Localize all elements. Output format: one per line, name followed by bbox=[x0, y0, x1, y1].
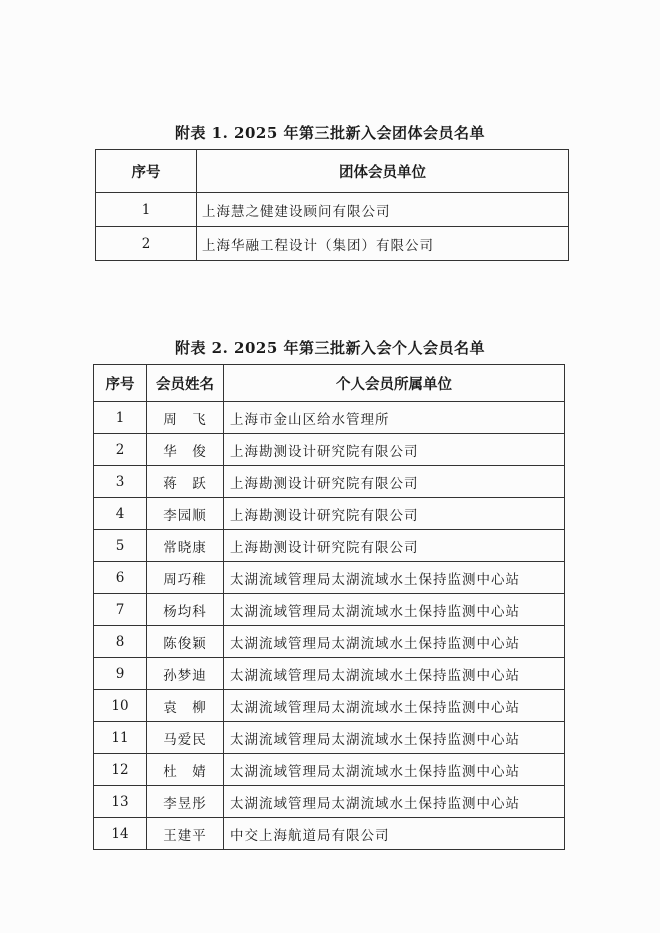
member-unit: 上海勘测设计研究院有限公司 bbox=[224, 498, 565, 530]
member-unit: 太湖流域管理局太湖流域水土保持监测中心站 bbox=[224, 722, 565, 754]
member-unit: 太湖流域管理局太湖流域水土保持监测中心站 bbox=[224, 594, 565, 626]
row-number: 2 bbox=[94, 434, 147, 466]
row-number: 12 bbox=[94, 754, 147, 786]
column-header-number: 序号 bbox=[96, 150, 197, 193]
member-unit: 上海勘测设计研究院有限公司 bbox=[224, 434, 565, 466]
member-unit: 太湖流域管理局太湖流域水土保持监测中心站 bbox=[224, 690, 565, 722]
member-name: 常晓康 bbox=[147, 530, 224, 562]
table-row bbox=[94, 434, 565, 466]
individual-members-table bbox=[93, 364, 565, 850]
member-unit: 上海勘测设计研究院有限公司 bbox=[224, 466, 565, 498]
row-number: 4 bbox=[94, 498, 147, 530]
member-name: 杜 婧 bbox=[147, 754, 224, 786]
row-number: 10 bbox=[94, 690, 147, 722]
member-name: 周 飞 bbox=[147, 402, 224, 434]
row-number: 13 bbox=[94, 786, 147, 818]
member-name: 李园顺 bbox=[147, 498, 224, 530]
row-number: 8 bbox=[94, 626, 147, 658]
table-row bbox=[94, 530, 565, 562]
member-name: 陈俊颖 bbox=[147, 626, 224, 658]
row-number: 3 bbox=[94, 466, 147, 498]
table-row bbox=[94, 466, 565, 498]
group-members-table bbox=[95, 149, 569, 261]
member-unit: 太湖流域管理局太湖流域水土保持监测中心站 bbox=[224, 626, 565, 658]
column-header-member-unit: 个人会员所属单位 bbox=[224, 365, 565, 402]
member-unit: 上海勘测设计研究院有限公司 bbox=[224, 530, 565, 562]
table-row bbox=[94, 722, 565, 754]
member-unit: 太湖流域管理局太湖流域水土保持监测中心站 bbox=[224, 658, 565, 690]
group-unit-name: 上海慧之健建设顾问有限公司 bbox=[197, 193, 569, 227]
table-row bbox=[96, 193, 569, 227]
table-header-row bbox=[94, 365, 565, 402]
row-number: 9 bbox=[94, 658, 147, 690]
member-name: 周巧稚 bbox=[147, 562, 224, 594]
table-row bbox=[94, 402, 565, 434]
row-number: 6 bbox=[94, 562, 147, 594]
member-name: 孙梦迪 bbox=[147, 658, 224, 690]
table-row bbox=[94, 754, 565, 786]
member-name: 马爱民 bbox=[147, 722, 224, 754]
table-row bbox=[94, 594, 565, 626]
table-row bbox=[94, 562, 565, 594]
table2-title: 附表 2. 2025 年第三批新入会个人会员名单 bbox=[174, 339, 486, 357]
table-row bbox=[96, 227, 569, 261]
member-name: 王建平 bbox=[147, 818, 224, 850]
group-unit-name: 上海华融工程设计（集团）有限公司 bbox=[197, 227, 569, 261]
table-row bbox=[94, 786, 565, 818]
row-number: 14 bbox=[94, 818, 147, 850]
member-name: 袁 柳 bbox=[147, 690, 224, 722]
member-unit: 太湖流域管理局太湖流域水土保持监测中心站 bbox=[224, 786, 565, 818]
member-unit: 太湖流域管理局太湖流域水土保持监测中心站 bbox=[224, 562, 565, 594]
table-row bbox=[94, 498, 565, 530]
row-number: 7 bbox=[94, 594, 147, 626]
member-name: 蒋 跃 bbox=[147, 466, 224, 498]
table1-title: 附表 1. 2025 年第三批新入会团体会员名单 bbox=[174, 124, 486, 142]
member-name: 杨均科 bbox=[147, 594, 224, 626]
column-header-number: 序号 bbox=[94, 365, 147, 402]
table-row bbox=[94, 690, 565, 722]
row-number: 1 bbox=[94, 402, 147, 434]
row-number: 11 bbox=[94, 722, 147, 754]
table-row bbox=[94, 658, 565, 690]
member-name: 李昱彤 bbox=[147, 786, 224, 818]
table-row bbox=[94, 626, 565, 658]
row-number: 5 bbox=[94, 530, 147, 562]
member-name: 华 俊 bbox=[147, 434, 224, 466]
member-unit: 上海市金山区给水管理所 bbox=[224, 402, 565, 434]
member-unit: 中交上海航道局有限公司 bbox=[224, 818, 565, 850]
row-number: 2 bbox=[96, 227, 197, 261]
table-row bbox=[94, 818, 565, 850]
table-header-row bbox=[96, 150, 569, 193]
row-number: 1 bbox=[96, 193, 197, 227]
column-header-member-name: 会员姓名 bbox=[147, 365, 224, 402]
member-unit: 太湖流域管理局太湖流域水土保持监测中心站 bbox=[224, 754, 565, 786]
column-header-group-unit: 团体会员单位 bbox=[197, 150, 569, 193]
